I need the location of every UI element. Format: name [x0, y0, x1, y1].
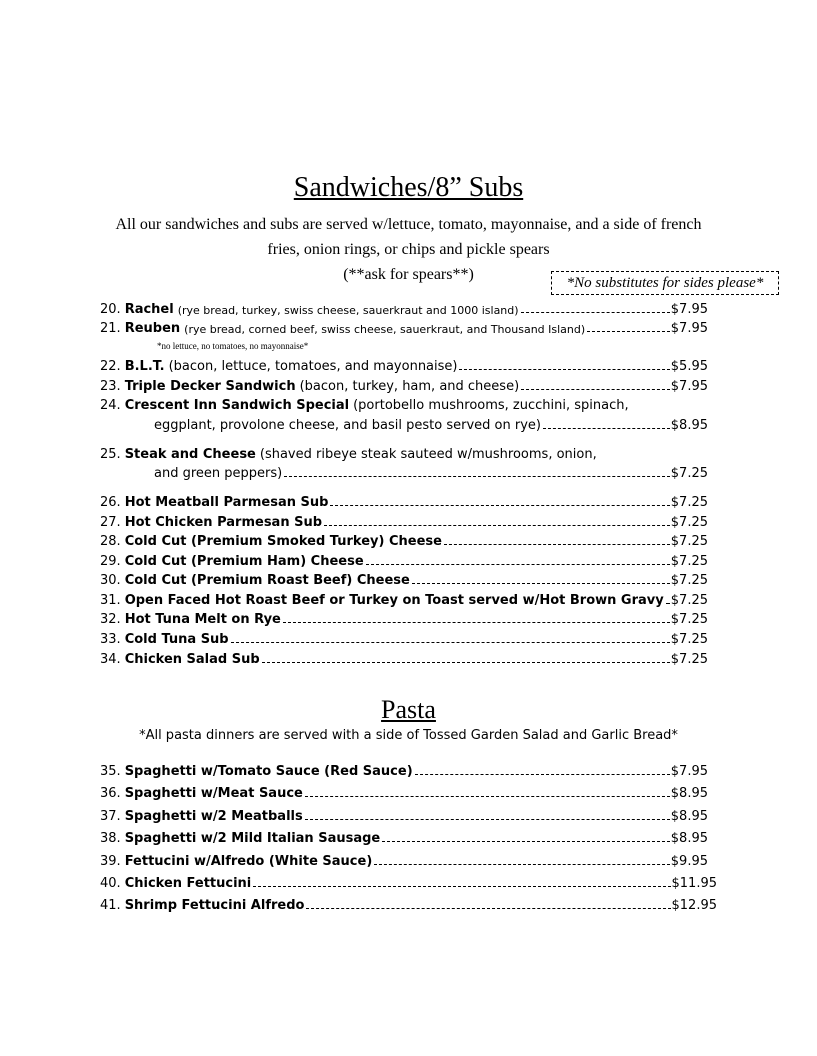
item-description: (bacon, turkey, ham, and cheese) [299, 379, 520, 394]
item-number: 39. [100, 854, 121, 869]
dotted-leader [521, 388, 670, 390]
item-number: 41. [100, 898, 121, 913]
item-price: $7.95 [670, 379, 708, 394]
item-name: Hot Tuna Melt on Rye [124, 612, 281, 627]
item-description: (rye bread, corned beef, swiss cheese, sauerkraut, and Thousand Island) [184, 323, 586, 336]
item-number: 37. [100, 809, 121, 824]
menu-item [100, 393, 708, 413]
item-description-line2: eggplant, provolone cheese, and basil pesto served on rye) [154, 418, 541, 433]
menu-item [100, 826, 708, 846]
item-number: 25. [100, 447, 121, 462]
item-description: (rye bread, turkey, swiss cheese, sauerkraut and 1000 island) [177, 304, 519, 317]
item-price: $7.25 [670, 593, 708, 608]
item-name: Shrimp Fettucini Alfredo [124, 898, 305, 913]
item-number: 22. [100, 359, 121, 374]
dotted-leader [412, 582, 670, 584]
item-name: Triple Decker Sandwich [124, 379, 296, 394]
item-name: Steak and Cheese [124, 447, 256, 462]
dotted-leader [521, 311, 670, 313]
item-name: B.L.T. [124, 359, 165, 374]
dotted-leader [374, 863, 670, 865]
item-number: 27. [100, 515, 121, 530]
item-price: $8.95 [670, 418, 708, 433]
pasta-note: *All pasta dinners are served with a side of Tossed Garden Salad and Garlic Bread* [139, 728, 678, 743]
item-price: $7.25 [670, 652, 708, 667]
sandwiches-intro-line1: All our sandwiches and subs are served w/lettuce, tomato, mayonnaise, and a side of french [115, 216, 702, 233]
item-price: $7.25 [670, 495, 708, 510]
dotted-leader [415, 773, 670, 775]
item-price: $7.95 [670, 321, 708, 336]
item-number: 40. [100, 876, 121, 891]
item-price: $5.95 [670, 359, 708, 374]
item-number: 36. [100, 786, 121, 801]
item-name: Fettucini w/Alfredo (White Sauce) [124, 854, 373, 869]
menu-item [100, 588, 708, 608]
item-number: 30. [100, 573, 121, 588]
item-name: Chicken Salad Sub [124, 652, 260, 667]
item-number: 28. [100, 534, 121, 549]
item-price: $7.95 [670, 302, 708, 317]
item-price: $7.25 [670, 632, 708, 647]
menu-item [100, 804, 708, 824]
menu-item [100, 297, 708, 317]
item-number: 21. [100, 321, 121, 336]
dotted-leader [284, 476, 670, 477]
item-name: Spaghetti w/Tomato Sauce (Red Sauce) [124, 764, 413, 779]
menu-item [100, 374, 708, 394]
sandwiches-intro-line2: fries, onion rings, or chips and pickle spears [267, 241, 550, 258]
item-name: Spaghetti w/2 Meatballs [124, 809, 303, 824]
item-price: $7.25 [670, 573, 708, 588]
item-name: Cold Cut (Premium Smoked Turkey) Cheese [124, 534, 442, 549]
menu-item [100, 627, 708, 647]
item-number: 38. [100, 831, 121, 846]
item-price: $7.25 [670, 466, 708, 481]
item-name: Reuben [124, 321, 181, 336]
dotted-leader [543, 428, 670, 429]
menu-item-continuation [154, 413, 708, 433]
item-description: (shaved ribeye steak sauteed w/mushrooms, onion, [259, 447, 597, 462]
menu-item [100, 871, 717, 891]
item-number: 32. [100, 612, 121, 627]
dotted-leader [305, 818, 670, 820]
item-number: 29. [100, 554, 121, 569]
item-number: 34. [100, 652, 121, 667]
menu-item [100, 316, 708, 336]
dotted-leader [459, 368, 669, 370]
dotted-leader [283, 621, 670, 623]
item-price: $7.25 [670, 534, 708, 549]
item-price: $7.25 [670, 515, 708, 530]
menu-item [100, 849, 708, 869]
menu-item [100, 354, 708, 374]
item-name: Crescent Inn Sandwich Special [124, 398, 350, 413]
item-name: Hot Chicken Parmesan Sub [124, 515, 323, 530]
item-name: Cold Cut (Premium Ham) Cheese [124, 554, 364, 569]
menu-item-continuation [154, 461, 708, 481]
dotted-leader [262, 661, 670, 663]
menu-item [100, 759, 708, 779]
item-name: Rachel [124, 302, 174, 317]
no-substitutes-note: *No substitutes for sides please* [551, 271, 779, 295]
menu-item [100, 781, 708, 801]
item-name: Spaghetti w/2 Mild Italian Sausage [124, 831, 381, 846]
menu-item [100, 607, 708, 627]
item-number: 26. [100, 495, 121, 510]
item-name: Chicken Fettucini [124, 876, 252, 891]
dotted-leader [366, 563, 670, 565]
item-description: (portobello mushrooms, zucchini, spinach, [353, 398, 629, 413]
item-price: $9.95 [670, 854, 708, 869]
pasta-title: Pasta [381, 695, 436, 724]
menu-item [100, 529, 708, 549]
item-name: Open Faced Hot Roast Beef or Turkey on Toast served w/Hot Brown Gravy [124, 593, 664, 608]
dotted-leader [382, 840, 670, 842]
menu-item [100, 510, 708, 530]
dotted-leader [231, 641, 670, 643]
item-number: 23. [100, 379, 121, 394]
item-price: $8.95 [670, 786, 708, 801]
dotted-leader [324, 524, 670, 526]
dotted-leader [666, 602, 670, 604]
menu-item [100, 647, 708, 667]
item-name: Cold Cut (Premium Roast Beef) Cheese [124, 573, 410, 588]
item-name: Hot Meatball Parmesan Sub [124, 495, 329, 510]
dotted-leader [444, 543, 670, 545]
item-price: $7.25 [670, 554, 708, 569]
dotted-leader [305, 795, 670, 797]
dotted-leader [253, 885, 670, 887]
menu-item [100, 549, 708, 569]
dotted-leader [330, 504, 669, 506]
item-price: $8.95 [670, 831, 708, 846]
menu-item [100, 490, 708, 510]
item-price: $7.25 [670, 612, 708, 627]
sandwiches-intro-line3: (**ask for spears**) [343, 266, 474, 283]
menu-item [100, 442, 708, 462]
item-name: Cold Tuna Sub [124, 632, 229, 647]
item-number: 24. [100, 398, 121, 413]
dotted-leader [306, 907, 670, 909]
item-number: 20. [100, 302, 121, 317]
item-price: $11.95 [671, 876, 717, 891]
menu-item [100, 893, 717, 913]
item-description: (bacon, lettuce, tomatoes, and mayonnaise) [168, 359, 458, 374]
item-price: $7.95 [670, 764, 708, 779]
sandwiches-title: Sandwiches/8” Subs [293, 172, 524, 203]
menu-item [100, 568, 708, 588]
item-description-line2: and green peppers) [154, 466, 283, 481]
item-name: Spaghetti w/Meat Sauce [124, 786, 303, 801]
item-number: 33. [100, 632, 121, 647]
item-number: 31. [100, 593, 121, 608]
item-number: 35. [100, 764, 121, 779]
reuben-note: *no lettuce, no tomatoes, no mayonnaise* [157, 341, 309, 351]
item-price: $8.95 [670, 809, 708, 824]
item-price: $12.95 [671, 898, 717, 913]
dotted-leader [587, 330, 670, 332]
